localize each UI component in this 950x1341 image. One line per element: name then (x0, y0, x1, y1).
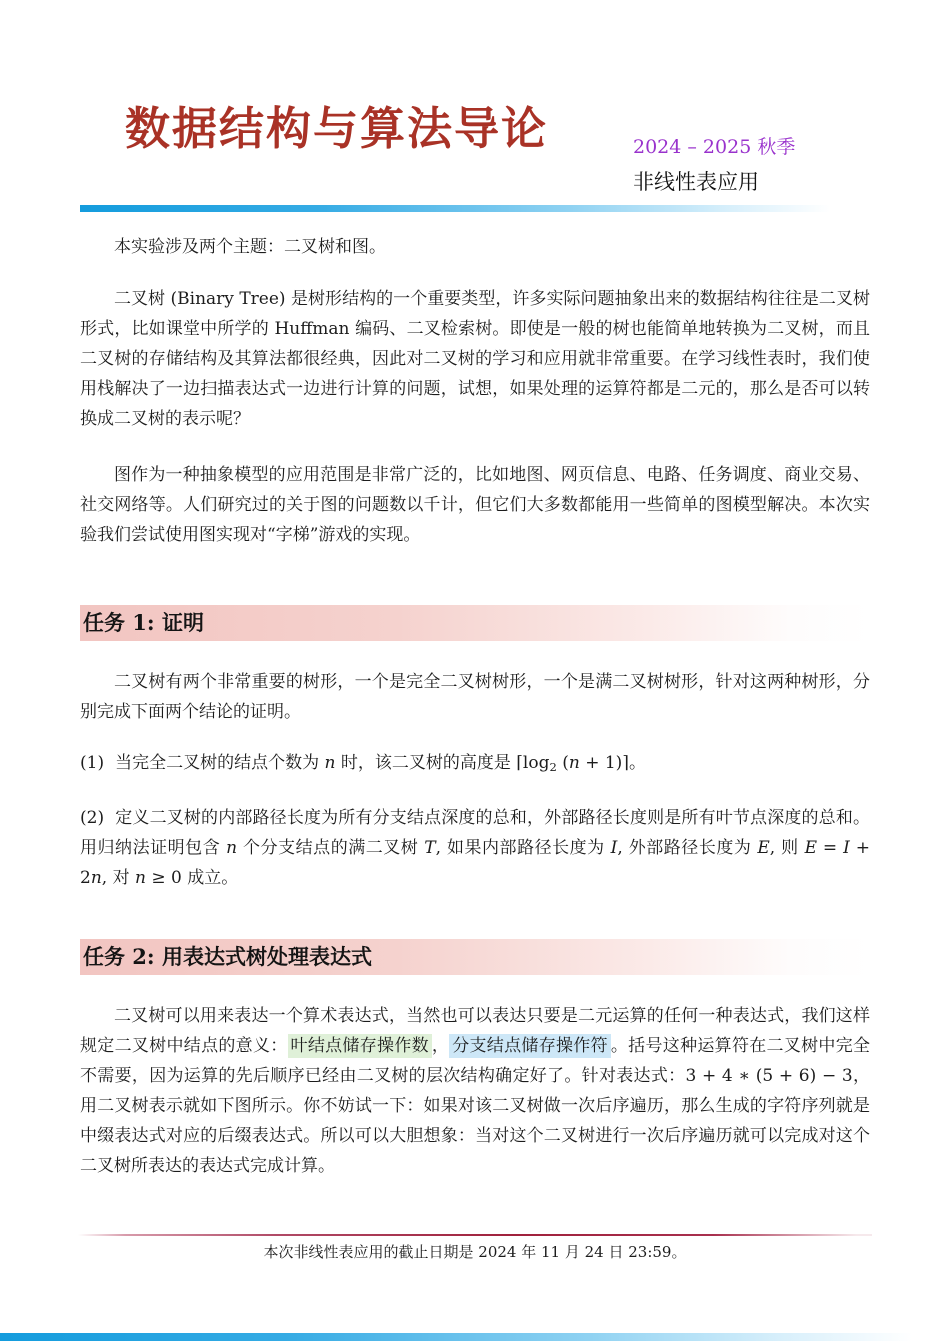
document-footer (78, 1234, 872, 1262)
text-segment: , 外部路径长度为 (617, 837, 758, 858)
text-segment-hl-green: 叶结点储存操作数 (288, 1034, 432, 1058)
text-segment: ≥ 0 成立。 (145, 867, 239, 888)
intro-paragraph-2: 二叉树 (Binary Tree) 是树形结构的一个重要类型，许多实际问题抽象出来的数据结构往往是二叉树形式，比如课堂中所学的 Huffman 编码、二叉检索树。即使是一般的树也能简单地转换为二叉树，而且二叉树的存储结构及其算法都很经典，因此对二叉树的学习和应用就非常重要。在学习线性表时，我们使用栈解决了一边扫描表达式一边进行计算的问题，试想，如果处理的运算符都是二元的，那么是否可以转换成二叉树的表示呢？ (80, 289, 870, 429)
task1-item-2 (80, 803, 870, 893)
document-header (80, 96, 870, 205)
task1-item-1 (80, 748, 870, 782)
text-segment: 。括号这种运算符在二叉树中完全不需要，因为运算的先后顺序已经由二叉树的层次结构确定好了。针对表达式： (80, 1035, 871, 1086)
text-segment-marker: (1) (80, 753, 105, 773)
intro-paragraph-3: 图作为一种抽象模型的应用范围是非常广泛的，比如地图、网页信息、电路、任务调度、商业交易、社交网络等。人们研究过的关于图的问题数以千计，但它们大多数都能用一些简单的图模型解决。本次实验我们尝试使用图实现对“字梯”游戏的实现。 (80, 465, 870, 545)
text-segment: 3 + 4 ∗ (5 + 6) − 3 (685, 1065, 853, 1086)
text-segment-math: n (226, 837, 238, 858)
text-segment: , 对 (101, 867, 135, 888)
text-segment-sub: 2 (549, 759, 557, 774)
text-segment: ，用二叉树表示就如下图所示。你不妨试一下：如果对该二叉树做一次后序遍历，那么生成的字符序列就是中缀表达式对应的后缀表达式。所以可以大胆想象：当对这个二叉树进行一次后序遍历就可以完成对这个二叉树所表达的表达式完成计算。 (80, 1065, 871, 1176)
task2-heading: 任务 2: 用表达式树处理表达式 (80, 939, 870, 975)
text-segment: 当完全二叉树的结点个数为 (115, 753, 325, 773)
text-segment: ( (556, 753, 569, 773)
bottom-decoration-bar (0, 1333, 950, 1341)
header-divider-bar (80, 205, 870, 212)
text-segment-hl-blue: 分支结点储存操作符 (449, 1034, 611, 1058)
text-segment-math: n (568, 753, 580, 773)
footer-divider-line (78, 1234, 872, 1236)
text-segment-math: I (843, 837, 850, 858)
text-segment: + 1)⌉。 (579, 753, 646, 773)
text-segment-math: I (610, 837, 618, 858)
text-segment: ⌈log (516, 753, 550, 773)
text-segment: , 则 (769, 837, 805, 858)
text-segment: = (816, 837, 844, 858)
assignment-subtitle: 非线性表应用 (633, 170, 759, 194)
text-segment-math: n (90, 867, 102, 888)
header-right-block (633, 132, 795, 196)
text-segment-math: T (424, 837, 436, 858)
text-segment: , 如果内部路径长度为 (435, 837, 611, 858)
text-segment-math: E (757, 837, 770, 858)
text-segment-math: E (804, 837, 817, 858)
text-segment: 二叉树可以用来表达一个算术表达式，当然也可以表达只要是二元运算的任何一种表达式，我们这样规定二叉树中结点的意义： (80, 1005, 870, 1056)
text-segment: 个分支结点的满二叉树 (237, 837, 425, 858)
text-segment: 时，该二叉树的高度是 (335, 753, 517, 773)
task2-paragraph (80, 1001, 870, 1181)
task1-heading: 任务 1: 证明 (80, 605, 870, 641)
text-segment-math: n (135, 867, 146, 888)
course-title: 数据结构与算法导论 (125, 102, 549, 155)
deadline-text: 本次非线性表应用的截止日期是 2024 年 11 月 24 日 23:59。 (263, 1243, 687, 1261)
task1-intro-paragraph: 二叉树有两个非常重要的树形，一个是完全二叉树树形，一个是满二叉树树形，针对这两种树形，分别完成下面两个结论的证明。 (80, 672, 870, 722)
document-body (80, 232, 870, 1181)
semester-label: 2024 – 2025 秋季 (633, 136, 796, 158)
text-segment: 定义二叉树的内部路径长度为所有分支结点深度的总和，外部路径长度则是所有叶节点深度的总和。用归纳法证明包含 (80, 807, 870, 858)
text-segment-math: n (324, 753, 336, 773)
text-segment-marker: (2) (80, 807, 105, 828)
intro-paragraph-1: 本实验涉及两个主题：二叉树和图。 (114, 237, 386, 257)
text-segment: ， (431, 1035, 450, 1056)
text-segment: + 2 (80, 837, 870, 888)
